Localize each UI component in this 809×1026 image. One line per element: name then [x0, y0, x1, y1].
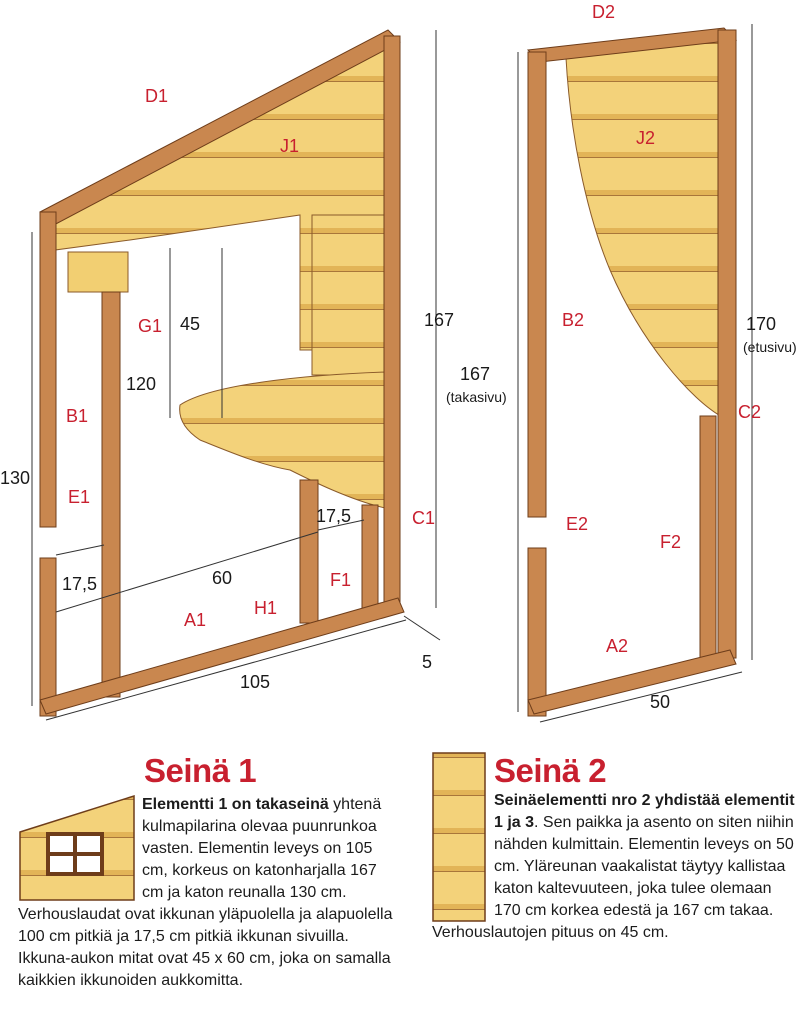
- wall-1-body: yhtenä kulmapilarina olevaa puunrunkoa vasten. Elementin leveys on 105 cm, korkeus on katonharjalla 167 cm ja katon reunalla 130 cm. Verhouslaudat ovat ikkunan yläpuolella ja alapuolella 100 cm pitkiä ja 17,5 cm pitkiä ikkunan sivuilla. Ikkuna-aukon mitat ovat 45 x 60 cm, joka on samalla kaikkien ikkunoiden aukkomitta.: [18, 796, 393, 989]
- wall-1-window-stud-left: [102, 292, 120, 697]
- wall-1-curled-boards: [180, 372, 385, 508]
- label-j1: J1: [280, 136, 300, 156]
- wall-2-left-stud-lower: [528, 548, 546, 716]
- label-e1: E1: [68, 487, 91, 507]
- label-c1: C1: [412, 508, 436, 528]
- wall-2-text: [432, 790, 802, 944]
- wall-1-side-boards: [312, 215, 384, 375]
- dim-17-5-right: 17,5: [316, 506, 352, 526]
- dim-167-wall2: 167: [460, 364, 491, 384]
- dim-167: 167: [424, 310, 455, 330]
- wall-1-thumbnail: [18, 794, 136, 902]
- label-a2: A2: [606, 636, 629, 656]
- wall-2-stud-f2: [700, 416, 716, 660]
- label-d1: D1: [145, 86, 169, 106]
- wall-1-right-stud: [384, 36, 400, 612]
- label-b2: B2: [562, 310, 585, 330]
- label-f2: F2: [660, 532, 682, 552]
- wall-1-left-stud-lower: [40, 558, 56, 716]
- dim-5: 5: [422, 652, 433, 672]
- dim-105: 105: [240, 672, 271, 692]
- label-e2: E2: [566, 514, 589, 534]
- label-j2: J2: [636, 128, 656, 148]
- label-c2: C2: [738, 402, 762, 422]
- wall-1-description: [18, 752, 400, 992]
- wall-2-body: . Sen paikka ja asento on siten niihin nähden kulmittain. Elementin leveys on 50 cm. Yläreunan vaakalistat täytyy kallistaa katon kaltevuuteen, joka tulee olemaan 170 cm korkea edestä ja 167 cm takaa. Verhouslautojen pituus on 45 cm.: [432, 814, 794, 941]
- wall-1-window-stud-right: [300, 480, 318, 623]
- dim-60: 60: [212, 568, 233, 588]
- wall-2-lead: Seinäelementti nro 2 yhdistää elementit 1 ja 3: [494, 792, 795, 831]
- wall-2-bottom-rail: [528, 650, 736, 714]
- wall-2-left-stud-upper: [528, 52, 546, 517]
- wall-1-bottom-rail: [40, 598, 404, 714]
- wall-2-thumbnail: [432, 752, 486, 922]
- label-f1: F1: [330, 570, 352, 590]
- label-g1: G1: [138, 316, 163, 336]
- wall-2-right-stud: [718, 30, 736, 658]
- wall-1-drawing: [0, 30, 454, 720]
- dim-130: 130: [0, 468, 31, 488]
- dim-170-note: (etusivu): [743, 339, 797, 355]
- wall-1-heading: Seinä 1: [144, 752, 257, 789]
- dim-50: 50: [650, 692, 671, 712]
- wall-1-lead: Elementti 1 on takaseinä: [142, 796, 329, 813]
- dim-17-5-left: 17,5: [62, 574, 98, 594]
- wall-2-heading: Seinä 2: [494, 752, 607, 789]
- label-d2: D2: [592, 2, 616, 22]
- wall-1-small-board: [68, 252, 128, 292]
- dim-45: 45: [180, 314, 201, 334]
- wall-1-stud-f1: [362, 505, 378, 617]
- label-a1: A1: [184, 610, 207, 630]
- label-b1: B1: [66, 406, 89, 426]
- wall-2-curled-boards: [566, 40, 724, 418]
- dim-170: 170: [746, 314, 777, 334]
- wall-2-description: [432, 752, 802, 944]
- label-h1: H1: [254, 598, 278, 618]
- wall-1-left-stud-upper: [40, 212, 56, 527]
- dim-167-note: (takasivu): [446, 389, 507, 405]
- wall-2-drawing: [446, 2, 797, 722]
- dim-120: 120: [126, 374, 157, 394]
